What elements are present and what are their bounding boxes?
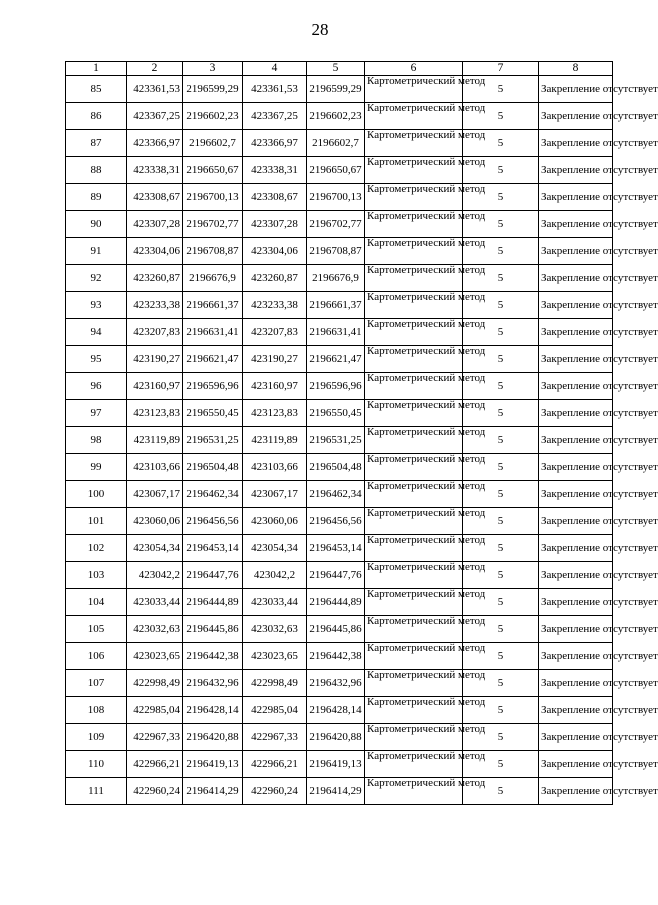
- fixing-description-cell: Закрепление отсутствует: [539, 211, 613, 238]
- method-cell: Картометрический метод: [365, 562, 463, 589]
- x-coordinate-cell: 423123,83: [127, 400, 183, 427]
- y-coordinate-cell: 2196708,87: [183, 238, 243, 265]
- point-number-cell: 101: [66, 508, 127, 535]
- y-coordinate-new-cell: 2196445,86: [307, 616, 365, 643]
- y-coordinate-cell: 2196550,45: [183, 400, 243, 427]
- x-coordinate-cell: 423103,66: [127, 454, 183, 481]
- method-cell: Картометрический метод: [365, 265, 463, 292]
- x-coordinate-cell: 423308,67: [127, 184, 183, 211]
- table-row: [66, 724, 613, 751]
- y-coordinate-cell: 2196504,48: [183, 454, 243, 481]
- x-coordinate-new-cell: 422967,33: [243, 724, 307, 751]
- x-coordinate-cell: 423338,31: [127, 157, 183, 184]
- point-number-cell: 90: [66, 211, 127, 238]
- method-cell: Картометрический метод: [365, 103, 463, 130]
- y-coordinate-new-cell: 2196419,13: [307, 751, 365, 778]
- column-header: 3: [183, 62, 243, 76]
- table-row: [66, 238, 613, 265]
- point-number-cell: 111: [66, 778, 127, 805]
- y-coordinate-new-cell: 2196708,87: [307, 238, 365, 265]
- y-coordinate-new-cell: 2196550,45: [307, 400, 365, 427]
- x-coordinate-new-cell: 423308,67: [243, 184, 307, 211]
- x-coordinate-cell: 423260,87: [127, 265, 183, 292]
- y-coordinate-new-cell: 2196650,67: [307, 157, 365, 184]
- column-header: 7: [463, 62, 539, 76]
- x-coordinate-new-cell: 423338,31: [243, 157, 307, 184]
- y-coordinate-new-cell: 2196602,23: [307, 103, 365, 130]
- table-row: [66, 481, 613, 508]
- fixing-description-cell: Закрепление отсутствует: [539, 778, 613, 805]
- method-cell: Картометрический метод: [365, 481, 463, 508]
- y-coordinate-cell: 2196445,86: [183, 616, 243, 643]
- method-cell: Картометрический метод: [365, 184, 463, 211]
- x-coordinate-cell: 423233,38: [127, 292, 183, 319]
- x-coordinate-cell: 423304,06: [127, 238, 183, 265]
- point-number-cell: 97: [66, 400, 127, 427]
- point-number-cell: 88: [66, 157, 127, 184]
- y-coordinate-new-cell: 2196676,9: [307, 265, 365, 292]
- y-coordinate-new-cell: 2196596,96: [307, 373, 365, 400]
- y-coordinate-cell: 2196702,77: [183, 211, 243, 238]
- point-number-cell: 86: [66, 103, 127, 130]
- method-cell: Картометрический метод: [365, 751, 463, 778]
- fixing-description-cell: Закрепление отсутствует: [539, 751, 613, 778]
- y-coordinate-new-cell: 2196428,14: [307, 697, 365, 724]
- y-coordinate-cell: 2196602,7: [183, 130, 243, 157]
- x-coordinate-cell: 423060,06: [127, 508, 183, 535]
- column-header: 5: [307, 62, 365, 76]
- x-coordinate-new-cell: 423023,65: [243, 643, 307, 670]
- y-coordinate-cell: 2196676,9: [183, 265, 243, 292]
- fixing-description-cell: Закрепление отсутствует: [539, 400, 613, 427]
- fixing-description-cell: Закрепление отсутствует: [539, 319, 613, 346]
- x-coordinate-cell: 423207,83: [127, 319, 183, 346]
- x-coordinate-new-cell: 423054,34: [243, 535, 307, 562]
- method-cell: Картометрический метод: [365, 616, 463, 643]
- table-row: [66, 157, 613, 184]
- fixing-description-cell: Закрепление отсутствует: [539, 562, 613, 589]
- x-coordinate-cell: 422998,49: [127, 670, 183, 697]
- table-row: [66, 184, 613, 211]
- accuracy-cell: 5: [463, 157, 539, 184]
- y-coordinate-new-cell: 2196453,14: [307, 535, 365, 562]
- fixing-description-cell: Закрепление отсутствует: [539, 724, 613, 751]
- accuracy-cell: 5: [463, 643, 539, 670]
- table-row: [66, 346, 613, 373]
- x-coordinate-new-cell: 423033,44: [243, 589, 307, 616]
- y-coordinate-new-cell: 2196700,13: [307, 184, 365, 211]
- x-coordinate-cell: 423367,25: [127, 103, 183, 130]
- accuracy-cell: 5: [463, 562, 539, 589]
- table-row: [66, 535, 613, 562]
- point-number-cell: 107: [66, 670, 127, 697]
- y-coordinate-cell: 2196414,29: [183, 778, 243, 805]
- x-coordinate-cell: 422966,21: [127, 751, 183, 778]
- accuracy-cell: 5: [463, 319, 539, 346]
- method-cell: Картометрический метод: [365, 670, 463, 697]
- x-coordinate-cell: 423042,2: [127, 562, 183, 589]
- method-cell: Картометрический метод: [365, 319, 463, 346]
- accuracy-cell: 5: [463, 697, 539, 724]
- table-row: [66, 589, 613, 616]
- fixing-description-cell: Закрепление отсутствует: [539, 535, 613, 562]
- y-coordinate-new-cell: 2196621,47: [307, 346, 365, 373]
- y-coordinate-cell: 2196428,14: [183, 697, 243, 724]
- accuracy-cell: 5: [463, 751, 539, 778]
- fixing-description-cell: Закрепление отсутствует: [539, 481, 613, 508]
- x-coordinate-new-cell: 422960,24: [243, 778, 307, 805]
- point-number-cell: 99: [66, 454, 127, 481]
- y-coordinate-new-cell: 2196444,89: [307, 589, 365, 616]
- y-coordinate-cell: 2196419,13: [183, 751, 243, 778]
- column-header: 1: [66, 62, 127, 76]
- fixing-description-cell: Закрепление отсутствует: [539, 265, 613, 292]
- accuracy-cell: 5: [463, 589, 539, 616]
- x-coordinate-new-cell: 422985,04: [243, 697, 307, 724]
- y-coordinate-cell: 2196442,38: [183, 643, 243, 670]
- table-row: [66, 670, 613, 697]
- fixing-description-cell: Закрепление отсутствует: [539, 346, 613, 373]
- y-coordinate-cell: 2196661,37: [183, 292, 243, 319]
- x-coordinate-cell: 423067,17: [127, 481, 183, 508]
- x-coordinate-cell: 423307,28: [127, 211, 183, 238]
- accuracy-cell: 5: [463, 454, 539, 481]
- x-coordinate-cell: 423032,63: [127, 616, 183, 643]
- accuracy-cell: 5: [463, 778, 539, 805]
- method-cell: Картометрический метод: [365, 643, 463, 670]
- y-coordinate-cell: 2196420,88: [183, 724, 243, 751]
- x-coordinate-new-cell: 423304,06: [243, 238, 307, 265]
- point-number-cell: 102: [66, 535, 127, 562]
- method-cell: Картометрический метод: [365, 697, 463, 724]
- fixing-description-cell: Закрепление отсутствует: [539, 76, 613, 103]
- point-number-cell: 91: [66, 238, 127, 265]
- method-cell: Картометрический метод: [365, 508, 463, 535]
- coordinates-table: [65, 61, 658, 805]
- fixing-description-cell: Закрепление отсутствует: [539, 373, 613, 400]
- table-row: [66, 400, 613, 427]
- fixing-description-cell: Закрепление отсутствует: [539, 157, 613, 184]
- accuracy-cell: 5: [463, 346, 539, 373]
- method-cell: Картометрический метод: [365, 157, 463, 184]
- accuracy-cell: 5: [463, 670, 539, 697]
- point-number-cell: 89: [66, 184, 127, 211]
- point-number-cell: 85: [66, 76, 127, 103]
- fixing-description-cell: Закрепление отсутствует: [539, 589, 613, 616]
- y-coordinate-cell: 2196462,34: [183, 481, 243, 508]
- fixing-description-cell: Закрепление отсутствует: [539, 508, 613, 535]
- point-number-cell: 87: [66, 130, 127, 157]
- method-cell: Картометрический метод: [365, 130, 463, 157]
- page-number: 28: [311, 20, 329, 39]
- point-number-cell: 100: [66, 481, 127, 508]
- fixing-description-cell: Закрепление отсутствует: [539, 184, 613, 211]
- x-coordinate-new-cell: 423160,97: [243, 373, 307, 400]
- accuracy-cell: 5: [463, 265, 539, 292]
- point-number-cell: 109: [66, 724, 127, 751]
- x-coordinate-new-cell: 423119,89: [243, 427, 307, 454]
- y-coordinate-new-cell: 2196661,37: [307, 292, 365, 319]
- x-coordinate-new-cell: 422998,49: [243, 670, 307, 697]
- accuracy-cell: 5: [463, 508, 539, 535]
- x-coordinate-new-cell: 423042,2: [243, 562, 307, 589]
- table-row: [66, 778, 613, 805]
- point-number-cell: 95: [66, 346, 127, 373]
- fixing-description-cell: Закрепление отсутствует: [539, 130, 613, 157]
- x-coordinate-new-cell: 422966,21: [243, 751, 307, 778]
- y-coordinate-cell: 2196631,41: [183, 319, 243, 346]
- y-coordinate-new-cell: 2196599,29: [307, 76, 365, 103]
- x-coordinate-new-cell: 423123,83: [243, 400, 307, 427]
- y-coordinate-new-cell: 2196602,7: [307, 130, 365, 157]
- x-coordinate-cell: 423033,44: [127, 589, 183, 616]
- table-row: [66, 319, 613, 346]
- method-cell: Картометрический метод: [365, 373, 463, 400]
- accuracy-cell: 5: [463, 400, 539, 427]
- point-number-cell: 105: [66, 616, 127, 643]
- x-coordinate-new-cell: 423103,66: [243, 454, 307, 481]
- x-coordinate-new-cell: 423060,06: [243, 508, 307, 535]
- x-coordinate-cell: 423023,65: [127, 643, 183, 670]
- method-cell: Картометрический метод: [365, 778, 463, 805]
- column-header: 4: [243, 62, 307, 76]
- x-coordinate-cell: 422985,04: [127, 697, 183, 724]
- y-coordinate-cell: 2196700,13: [183, 184, 243, 211]
- table-row: [66, 562, 613, 589]
- table-row: [66, 616, 613, 643]
- table-row: [66, 292, 613, 319]
- x-coordinate-new-cell: 423207,83: [243, 319, 307, 346]
- x-coordinate-new-cell: 423260,87: [243, 265, 307, 292]
- table-row: [66, 427, 613, 454]
- point-number-cell: 96: [66, 373, 127, 400]
- y-coordinate-new-cell: 2196432,96: [307, 670, 365, 697]
- point-number-cell: 93: [66, 292, 127, 319]
- x-coordinate-cell: 423366,97: [127, 130, 183, 157]
- y-coordinate-new-cell: 2196631,41: [307, 319, 365, 346]
- x-coordinate-cell: 423119,89: [127, 427, 183, 454]
- y-coordinate-cell: 2196596,96: [183, 373, 243, 400]
- fixing-description-cell: Закрепление отсутствует: [539, 454, 613, 481]
- method-cell: Картометрический метод: [365, 238, 463, 265]
- y-coordinate-cell: 2196444,89: [183, 589, 243, 616]
- y-coordinate-new-cell: 2196462,34: [307, 481, 365, 508]
- header-row: [66, 62, 613, 76]
- point-number-cell: 98: [66, 427, 127, 454]
- x-coordinate-cell: 422960,24: [127, 778, 183, 805]
- y-coordinate-cell: 2196650,67: [183, 157, 243, 184]
- table-row: [66, 130, 613, 157]
- method-cell: Картометрический метод: [365, 292, 463, 319]
- table-row: [66, 697, 613, 724]
- y-coordinate-new-cell: 2196447,76: [307, 562, 365, 589]
- accuracy-cell: 5: [463, 130, 539, 157]
- x-coordinate-new-cell: 423032,63: [243, 616, 307, 643]
- x-coordinate-new-cell: 423366,97: [243, 130, 307, 157]
- y-coordinate-cell: 2196599,29: [183, 76, 243, 103]
- table-body: [66, 75, 658, 805]
- fixing-description-cell: Закрепление отсутствует: [539, 643, 613, 670]
- y-coordinate-new-cell: 2196414,29: [307, 778, 365, 805]
- method-cell: Картометрический метод: [365, 211, 463, 238]
- column-header: 8: [539, 62, 613, 76]
- accuracy-cell: 5: [463, 427, 539, 454]
- accuracy-cell: 5: [463, 292, 539, 319]
- method-cell: Картометрический метод: [365, 535, 463, 562]
- accuracy-cell: 5: [463, 481, 539, 508]
- y-coordinate-cell: 2196531,25: [183, 427, 243, 454]
- y-coordinate-cell: 2196456,56: [183, 508, 243, 535]
- table-row: [66, 103, 613, 130]
- column-header: 6: [365, 62, 463, 76]
- y-coordinate-cell: 2196453,14: [183, 535, 243, 562]
- x-coordinate-cell: 422967,33: [127, 724, 183, 751]
- accuracy-cell: 5: [463, 535, 539, 562]
- method-cell: Картометрический метод: [365, 346, 463, 373]
- point-number-cell: 94: [66, 319, 127, 346]
- column-header: 2: [127, 62, 183, 76]
- x-coordinate-cell: 423160,97: [127, 373, 183, 400]
- x-coordinate-cell: 423054,34: [127, 535, 183, 562]
- method-cell: Картометрический метод: [365, 427, 463, 454]
- y-coordinate-new-cell: 2196702,77: [307, 211, 365, 238]
- point-number-cell: 108: [66, 697, 127, 724]
- point-number-cell: 92: [66, 265, 127, 292]
- y-coordinate-cell: 2196602,23: [183, 103, 243, 130]
- table-row: [66, 76, 613, 103]
- table-row: [66, 751, 613, 778]
- table-row: [66, 211, 613, 238]
- accuracy-cell: 5: [463, 103, 539, 130]
- fixing-description-cell: Закрепление отсутствует: [539, 616, 613, 643]
- fixing-description-cell: Закрепление отсутствует: [539, 670, 613, 697]
- y-coordinate-cell: 2196621,47: [183, 346, 243, 373]
- point-number-cell: 110: [66, 751, 127, 778]
- x-coordinate-cell: 423190,27: [127, 346, 183, 373]
- y-coordinate-new-cell: 2196442,38: [307, 643, 365, 670]
- fixing-description-cell: Закрепление отсутствует: [539, 103, 613, 130]
- table-row: [66, 265, 613, 292]
- y-coordinate-new-cell: 2196531,25: [307, 427, 365, 454]
- table-row: [66, 373, 613, 400]
- point-number-cell: 103: [66, 562, 127, 589]
- fixing-description-cell: Закрепление отсутствует: [539, 427, 613, 454]
- x-coordinate-cell: 423361,53: [127, 76, 183, 103]
- x-coordinate-new-cell: 423067,17: [243, 481, 307, 508]
- y-coordinate-cell: 2196432,96: [183, 670, 243, 697]
- method-cell: Картометрический метод: [365, 76, 463, 103]
- x-coordinate-new-cell: 423367,25: [243, 103, 307, 130]
- table-row: [66, 454, 613, 481]
- fixing-description-cell: Закрепление отсутствует: [539, 292, 613, 319]
- x-coordinate-new-cell: 423307,28: [243, 211, 307, 238]
- fixing-description-cell: Закрепление отсутствует: [539, 238, 613, 265]
- accuracy-cell: 5: [463, 724, 539, 751]
- table-row: [66, 508, 613, 535]
- y-coordinate-new-cell: 2196504,48: [307, 454, 365, 481]
- accuracy-cell: 5: [463, 616, 539, 643]
- method-cell: Картометрический метод: [365, 589, 463, 616]
- y-coordinate-new-cell: 2196420,88: [307, 724, 365, 751]
- point-number-cell: 106: [66, 643, 127, 670]
- fixing-description-cell: Закрепление отсутствует: [539, 697, 613, 724]
- method-cell: Картометрический метод: [365, 454, 463, 481]
- accuracy-cell: 5: [463, 211, 539, 238]
- accuracy-cell: 5: [463, 184, 539, 211]
- y-coordinate-new-cell: 2196456,56: [307, 508, 365, 535]
- y-coordinate-cell: 2196447,76: [183, 562, 243, 589]
- point-number-cell: 104: [66, 589, 127, 616]
- accuracy-cell: 5: [463, 238, 539, 265]
- accuracy-cell: 5: [463, 76, 539, 103]
- table-row: [66, 643, 613, 670]
- accuracy-cell: 5: [463, 373, 539, 400]
- x-coordinate-new-cell: 423190,27: [243, 346, 307, 373]
- x-coordinate-new-cell: 423361,53: [243, 76, 307, 103]
- method-cell: Картометрический метод: [365, 400, 463, 427]
- method-cell: Картометрический метод: [365, 724, 463, 751]
- x-coordinate-new-cell: 423233,38: [243, 292, 307, 319]
